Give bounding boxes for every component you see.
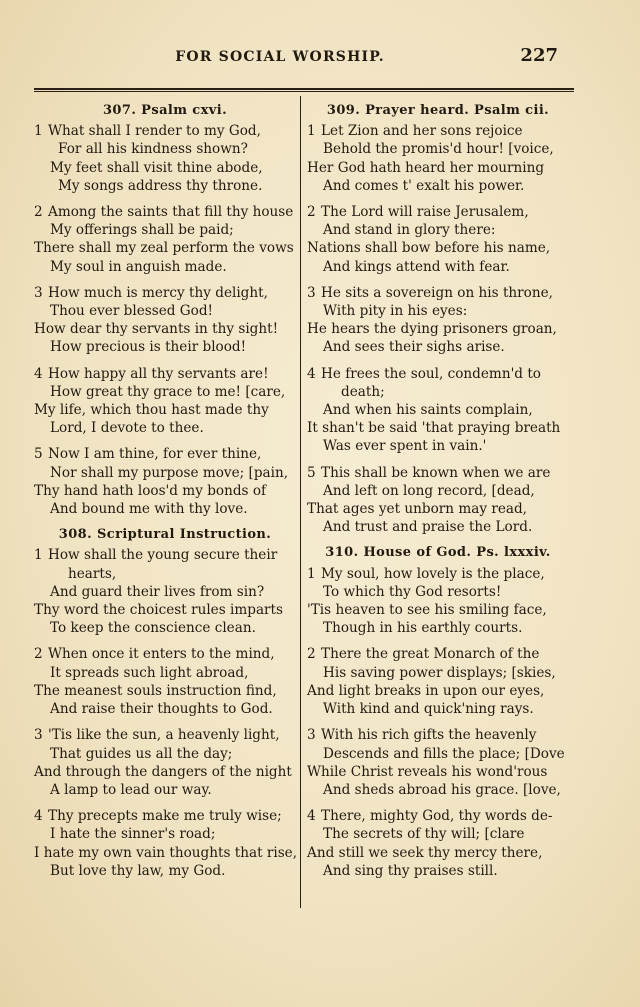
stanza-number: 1 [34, 547, 43, 564]
verse-text: 'Tis like the sun, a heavenly light, [48, 727, 280, 744]
stanza [34, 203, 296, 276]
verse-line [307, 583, 569, 601]
verse-text: While Christ reveals his wond'rous [307, 763, 548, 780]
verse-line [34, 401, 296, 419]
verse-line [34, 700, 296, 718]
verse-line [34, 203, 296, 221]
verse-text: And sheds abroad his grace. [love, [323, 781, 561, 798]
stanza-number: 4 [307, 365, 316, 382]
verse-text: And raise their thoughts to God. [50, 701, 273, 718]
verse-text: Let Zion and her sons rejoice [321, 123, 523, 140]
verse-line [34, 140, 296, 158]
hymn-title: 309. Prayer heard. Psalm cii. [326, 103, 550, 118]
verse-text: A lamp to lead our way. [50, 781, 212, 798]
stanza [34, 726, 296, 799]
hymn [307, 544, 569, 879]
stanza [307, 807, 569, 880]
verse-text: And sing thy praises still. [323, 862, 498, 879]
verse-text: How dear thy servants in thy sight! [34, 321, 279, 338]
verse-text: death; [341, 383, 385, 400]
verse-line [307, 177, 569, 195]
verse-line [34, 482, 296, 500]
stanza [307, 645, 569, 718]
stanza [307, 464, 569, 537]
verse-line [307, 239, 569, 257]
verse-line [307, 682, 569, 700]
verse-text: But love thy law, my God. [50, 862, 226, 879]
verse-text: He frees the soul, condemn'd to [321, 365, 541, 382]
verse-text: How precious is their blood! [50, 339, 247, 356]
verse-text: Thou ever blessed God! [50, 303, 213, 320]
stanza-number: 2 [307, 204, 316, 221]
verse-text: It spreads such light abroad, [50, 664, 249, 681]
verse-line [307, 664, 569, 682]
stanza [307, 284, 569, 357]
verse-text: With kind and quick'ning rays. [323, 701, 534, 718]
verse-text: Though in his earthly courts. [323, 620, 523, 637]
verse-text: I hate the sinner's road; [50, 826, 216, 843]
verse-text: Lord, I devote to thee. [50, 420, 204, 437]
verse-line [34, 122, 296, 140]
verse-text: How great thy grace to me! [care, [50, 383, 286, 400]
stanza-number: 3 [307, 727, 316, 744]
verse-line [307, 159, 569, 177]
verse-text: Among the saints that fill thy house [48, 204, 294, 221]
verse-line [34, 844, 296, 862]
verse-text: Now I am thine, for ever thine, [48, 446, 262, 463]
stanza-number: 3 [34, 284, 43, 301]
verse-text: How shall the young secure their [48, 547, 278, 564]
verse-line [34, 464, 296, 482]
verse-line [307, 500, 569, 518]
verse-line [307, 464, 569, 482]
verse-text: There shall my zeal perform the vows [34, 240, 294, 257]
verse-text: This shall be known when we are [321, 464, 551, 481]
verse-text: It shan't be said 'that praying breath [307, 420, 561, 437]
verse-line [34, 159, 296, 177]
verse-line [307, 140, 569, 158]
verse-text: For all his kindness shown? [58, 141, 248, 158]
verse-text: With his rich gifts the heavenly [321, 727, 537, 744]
verse-line [307, 401, 569, 419]
verse-line [34, 682, 296, 700]
running-header: FOR SOCIAL WORSHIP. [175, 49, 385, 65]
stanza [34, 445, 296, 518]
verse-text: That guides us all the day; [50, 745, 233, 762]
verse-text: Thy precepts make me truly wise; [48, 808, 282, 825]
verse-line [34, 862, 296, 880]
verse-text: There, mighty God, thy words de- [321, 808, 553, 825]
verse-line [307, 781, 569, 799]
stanza [307, 203, 569, 276]
stanza-number: 3 [34, 727, 43, 744]
stanza-number: 2 [34, 646, 43, 663]
verse-line [307, 365, 569, 383]
verse-text: There the great Monarch of the [321, 646, 540, 663]
verse-text: Thy word the choicest rules imparts [34, 602, 283, 619]
verse-text: And light breaks in upon our eyes, [307, 682, 545, 699]
verse-line [307, 745, 569, 763]
verse-text: My offerings shall be paid; [50, 222, 234, 239]
verse-line [34, 601, 296, 619]
stanza-number: 4 [34, 808, 43, 825]
stanza-number: 2 [307, 646, 316, 663]
stanza-number: 4 [34, 365, 43, 382]
verse-line [34, 583, 296, 601]
column-divider [300, 96, 301, 908]
right-column [307, 102, 569, 888]
verse-line [34, 546, 296, 564]
stanza [34, 807, 296, 880]
verse-line [34, 619, 296, 637]
verse-line [307, 645, 569, 663]
verse-text: And when his saints complain, [323, 402, 533, 419]
verse-text: My soul, how lovely is the place, [321, 565, 545, 582]
verse-text: He sits a sovereign on his throne, [321, 284, 553, 301]
verse-line [307, 221, 569, 239]
verse-line [34, 445, 296, 463]
verse-text: The secrets of thy will; [clare [323, 826, 525, 843]
verse-text: And trust and praise the Lord. [323, 519, 533, 536]
verse-line [34, 302, 296, 320]
verse-text: And comes t' exalt his power. [323, 177, 525, 194]
verse-line [307, 320, 569, 338]
verse-text: I hate my own vain thoughts that rise, [34, 844, 298, 861]
verse-line [34, 383, 296, 401]
verse-line [34, 565, 296, 583]
verse-text: His saving power displays; [skies, [323, 664, 556, 681]
verse-text: What shall I render to my God, [48, 123, 261, 140]
verse-text: My songs address thy throne. [58, 177, 263, 194]
verse-line [34, 284, 296, 302]
verse-line [307, 844, 569, 862]
verse-line [34, 807, 296, 825]
verse-line [307, 825, 569, 843]
stanza-number: 1 [34, 123, 43, 140]
left-column [34, 102, 296, 888]
verse-line [34, 258, 296, 276]
verse-text: And left on long record, [dead, [323, 482, 535, 499]
hymn [34, 102, 296, 518]
verse-line [307, 437, 569, 455]
stanza-number: 3 [307, 284, 316, 301]
hymn [34, 526, 296, 880]
verse-text: And sees their sighs arise. [323, 339, 505, 356]
hymn-title: 310. House of God. Ps. lxxxiv. [325, 545, 551, 561]
verse-line [307, 763, 569, 781]
verse-line [307, 383, 569, 401]
verse-text: Her God hath heard her mourning [307, 159, 545, 176]
verse-line [307, 338, 569, 356]
verse-line [307, 518, 569, 536]
verse-text: Descends and fills the place; [Dove [323, 745, 565, 762]
verse-text: hearts, [68, 565, 117, 582]
verse-text: The meanest souls instruction find, [34, 682, 277, 699]
verse-text: The Lord will raise Jerusalem, [321, 204, 529, 221]
verse-line [307, 302, 569, 320]
verse-text: That ages yet unborn may read, [307, 501, 528, 518]
verse-text: And through the dangers of the night [34, 763, 292, 780]
verse-line [34, 645, 296, 663]
verse-text: How happy all thy servants are! [48, 365, 269, 382]
stanza-number: 1 [307, 123, 316, 140]
verse-line [307, 258, 569, 276]
verse-line [34, 365, 296, 383]
verse-text: With pity in his eyes: [323, 303, 468, 320]
stanza [307, 726, 569, 799]
verse-text: To which thy God resorts! [323, 583, 502, 600]
verse-line [307, 726, 569, 744]
verse-line [34, 745, 296, 763]
verse-line [34, 664, 296, 682]
verse-line [34, 320, 296, 338]
verse-text: My feet shall visit thine abode, [50, 159, 263, 176]
verse-text: Thy hand hath loos'd my bonds of [34, 482, 267, 499]
verse-line [307, 482, 569, 500]
verse-line [34, 726, 296, 744]
verse-line [307, 284, 569, 302]
verse-text: Nations shall bow before his name, [307, 240, 551, 257]
verse-text: Nor shall my purpose move; [pain, [50, 464, 289, 481]
page-number: 227 [520, 45, 558, 66]
stanza [34, 284, 296, 357]
stanza-number: 5 [307, 464, 316, 481]
verse-line [307, 565, 569, 583]
verse-line [307, 807, 569, 825]
verse-line [34, 825, 296, 843]
verse-line [34, 419, 296, 437]
verse-text: My soul in anguish made. [50, 258, 227, 275]
stanza [34, 122, 296, 195]
stanza [34, 645, 296, 718]
verse-text: And still we seek thy mercy there, [307, 844, 543, 861]
stanza [307, 122, 569, 195]
verse-line [34, 338, 296, 356]
verse-line [34, 500, 296, 518]
verse-text: And guard their lives from sin? [50, 583, 265, 600]
stanza-number: 4 [307, 808, 316, 825]
verse-line [307, 601, 569, 619]
verse-text: My life, which thou hast made thy [34, 402, 269, 419]
header-rule [34, 88, 574, 92]
verse-text: Behold the promis'd hour! [voice, [323, 141, 554, 158]
verse-text: How much is mercy thy delight, [48, 284, 268, 301]
verse-line [34, 221, 296, 239]
stanza [34, 546, 296, 637]
stanza [307, 365, 569, 456]
verse-line [34, 763, 296, 781]
stanza-number: 5 [34, 446, 43, 463]
hymn [307, 102, 569, 536]
stanza [34, 365, 296, 438]
verse-text: When once it enters to the mind, [48, 646, 275, 663]
verse-line [307, 203, 569, 221]
verse-text: 'Tis heaven to see his smiling face, [307, 602, 547, 619]
verse-line [307, 419, 569, 437]
stanza-number: 1 [307, 565, 316, 582]
verse-line [34, 177, 296, 195]
verse-line [307, 700, 569, 718]
hymn-title: 308. Scriptural Instruction. [58, 527, 272, 543]
verse-line [34, 781, 296, 799]
stanza-number: 2 [34, 204, 43, 221]
verse-text: To keep the conscience clean. [50, 620, 256, 637]
verse-text: Was ever spent in vain.' [323, 438, 487, 455]
verse-text: And kings attend with fear. [323, 258, 510, 275]
verse-line [307, 619, 569, 637]
verse-text: And bound me with thy love. [50, 501, 248, 518]
verse-text: He hears the dying prisoners groan, [307, 321, 557, 338]
verse-line [307, 122, 569, 140]
stanza [307, 565, 569, 638]
verse-line [34, 239, 296, 257]
hymn-title: 307. Psalm cxvi. [102, 103, 227, 118]
verse-text: And stand in glory there: [323, 222, 496, 239]
verse-line [307, 862, 569, 880]
